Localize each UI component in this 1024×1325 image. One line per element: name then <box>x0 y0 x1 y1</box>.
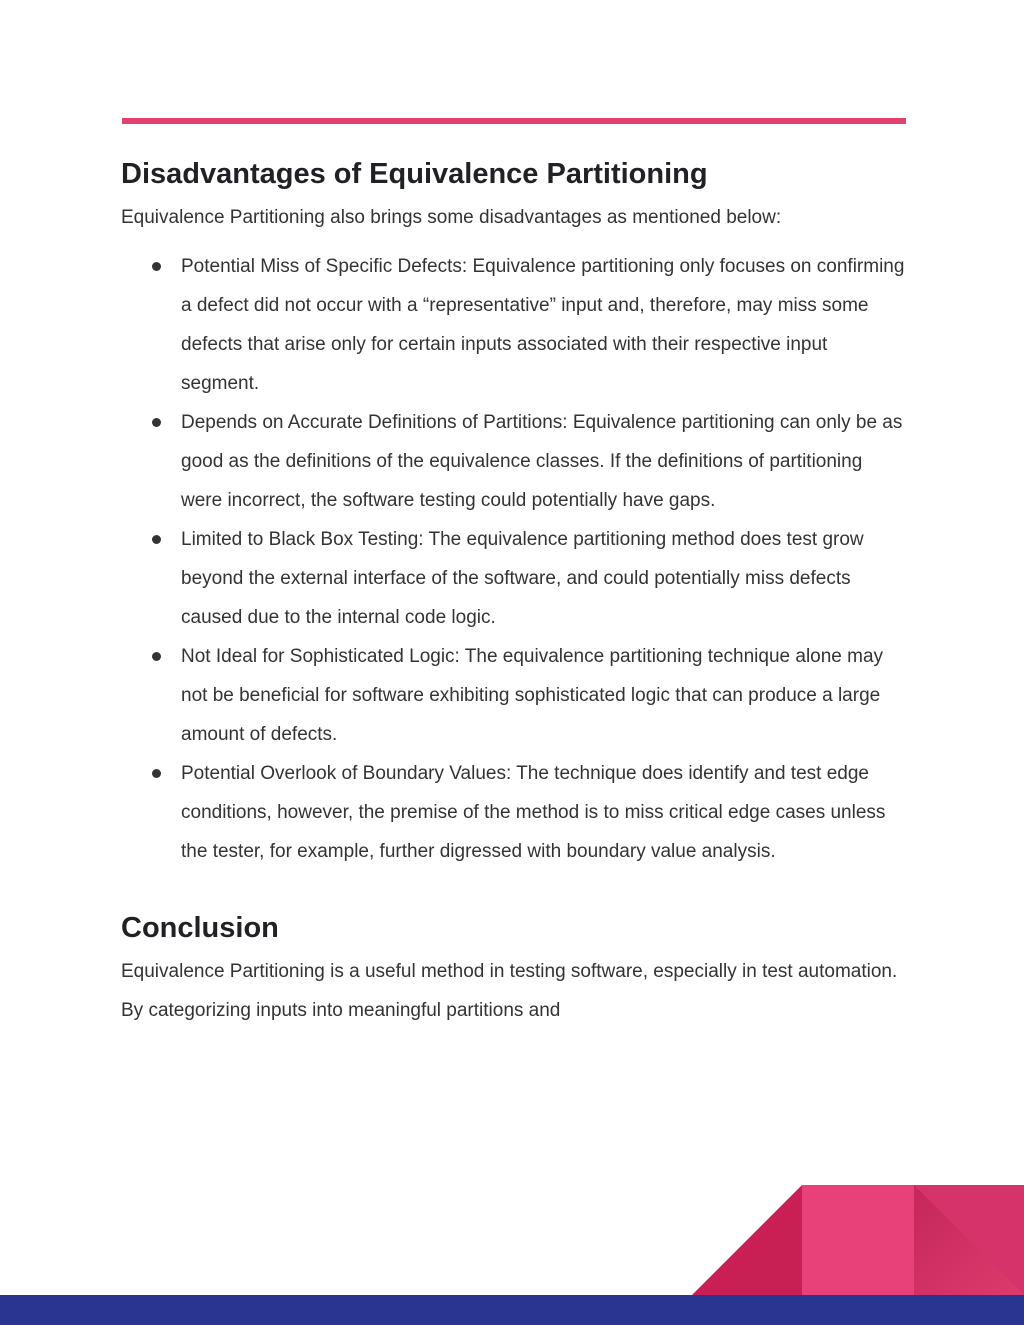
top-accent-rule <box>122 118 906 124</box>
intro-paragraph: Equivalence Partitioning also brings some disadvantages as mentioned below: <box>121 207 782 228</box>
list-item-text: Potential Overlook of Boundary Values: The technique does identify and test edge conditions, however, the premise of the method is to miss critical edge cases unless the tester, for example, further digressed with boundary value analysis. <box>181 763 886 862</box>
list-item <box>121 637 906 754</box>
list-item <box>121 247 906 403</box>
list-item <box>121 754 906 871</box>
page-content <box>121 150 906 1030</box>
crimson-triangle-shape <box>692 1185 802 1295</box>
list-item <box>121 520 906 637</box>
disadvantages-list <box>121 247 906 871</box>
list-item-text: Depends on Accurate Definitions of Partitions: Equivalence partitioning can only be as good as the definitions of the equivalence classes. If the definitions of partitioning were incorrect, the software testing could potentially have gaps. <box>181 412 903 511</box>
navy-footer-bar <box>0 1295 1024 1325</box>
list-item-text: Potential Miss of Specific Defects: Equivalence partitioning only focuses on confirming a defect did not occur with a “representative” input and, therefore, may miss some defects that arise only for certain inputs associated with their respective input segment. <box>181 256 905 394</box>
bullet-icon <box>152 418 161 427</box>
bullet-icon <box>152 769 161 778</box>
section-heading-conclusion: Conclusion <box>121 912 279 944</box>
section-heading-disadvantages: Disadvantages of Equivalence Partitioning <box>121 158 708 190</box>
conclusion-paragraph: Equivalence Partitioning is a useful method in testing software, especially in test automation. By categorizing inputs into meaningful partitions and <box>121 961 898 1021</box>
bullet-icon <box>152 652 161 661</box>
list-item <box>121 403 906 520</box>
bullet-icon <box>152 262 161 271</box>
pink-block-shape <box>802 1185 914 1295</box>
footer-decoration <box>0 1185 1024 1325</box>
list-item-text: Limited to Black Box Testing: The equivalence partitioning method does test grow beyond the external interface of the software, and could potentially miss defects caused due to the internal code logic. <box>181 529 864 628</box>
list-item-text: Not Ideal for Sophisticated Logic: The equivalence partitioning technique alone may not be beneficial for software exhibiting sophisticated logic that can produce a large amount of defects. <box>181 646 884 745</box>
bullet-icon <box>152 535 161 544</box>
